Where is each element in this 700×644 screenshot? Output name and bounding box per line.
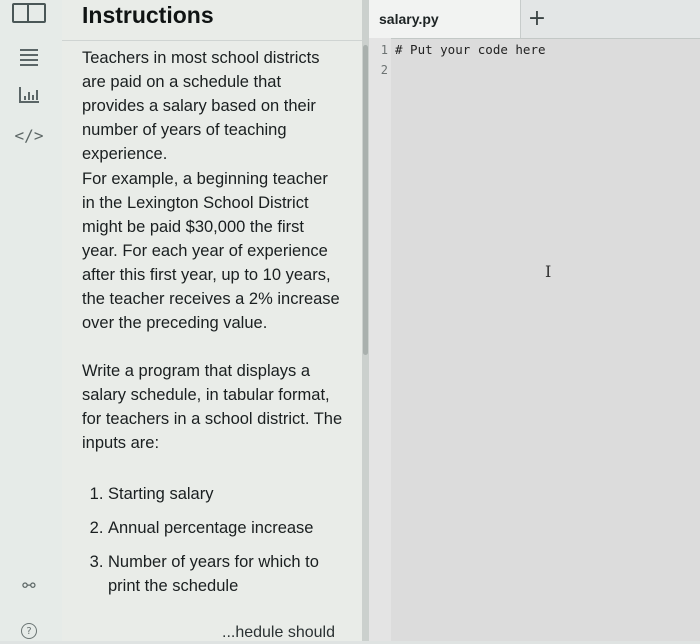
divider [62,40,362,41]
instructions-panel [62,0,362,641]
text-cursor-icon: I [545,262,552,281]
scrollbar-thumb[interactable] [363,45,368,355]
help-icon[interactable] [10,618,48,644]
list-icon[interactable] [10,44,48,70]
line-number-gutter [369,38,391,641]
instructions-paragraph-1: Teachers in most school districts are paid on a schedule that provides a salary based on their number of years of teaching experience. [82,49,320,163]
tab-salary-py[interactable]: salary.py [369,0,521,38]
left-toolbar [0,0,63,641]
code-editor[interactable] [369,0,700,641]
inputs-list [90,482,348,608]
instructions-scrollbar[interactable] [362,0,369,641]
editor-tab-bar [369,0,700,39]
line-number: 2 [380,63,388,77]
instructions-paragraph-2: For example, a beginning teacher in the Lexington School District might be paid $30,000 the first year. For each year of experience after this first year, up to 10 years, the teacher receives a 2% increase over the preceding value. [82,170,340,332]
code-icon[interactable]: </> [14,125,44,145]
line-number: 1 [380,43,388,57]
help-glyph: ? [21,623,37,639]
add-tab-button[interactable]: + [527,6,547,31]
instructions-paragraph-3: Write a program that displays a salary schedule, in tabular format, for teachers in a school district. The inputs are: [82,362,343,452]
share-icon[interactable]: ⚯ [22,575,36,595]
list-item: 2. Annual percentage increase [108,516,348,540]
book-icon[interactable] [10,0,48,26]
chart-icon[interactable] [10,82,48,108]
list-item: 1. Starting salary [108,482,348,506]
instructions-title: Instructions [82,2,214,28]
cutoff-text: ...hedule should [222,624,335,641]
code-line[interactable]: # Put your code here [395,42,546,57]
list-item: 3. Number of years for which to print the schedule [108,550,348,598]
